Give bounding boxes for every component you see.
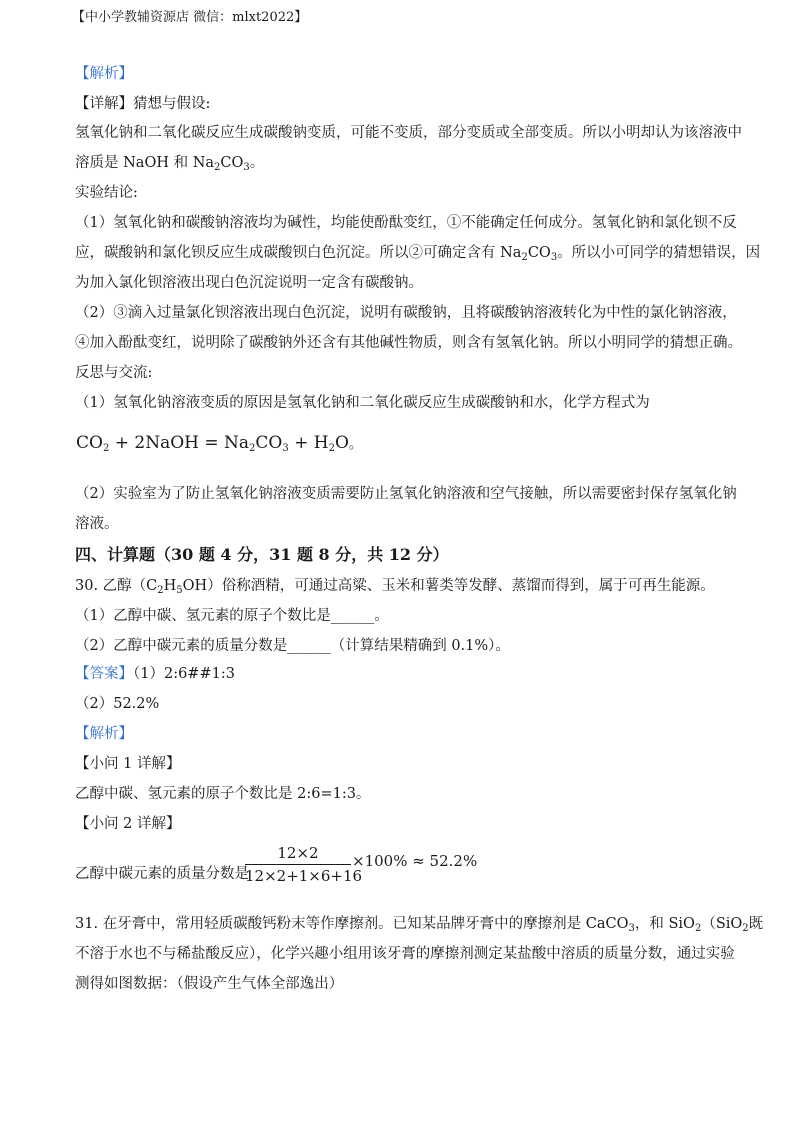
section-heading: 四、计算题（30 题 4 分，31 题 8 分，共 12 分） bbox=[75, 545, 449, 564]
fraction-denominator: 12×2+1×6+16 bbox=[245, 867, 363, 885]
fraction-bar bbox=[245, 864, 351, 865]
conclusion-1-line-3: 为加入氯化钡溶液出现白色沉淀说明一定含有碳酸钠。 bbox=[75, 275, 423, 291]
fraction-numerator: 12×2 bbox=[277, 844, 319, 862]
detail-line bbox=[75, 94, 210, 114]
conclusion-1-line-2: 应，碳酸钠和氯化钡反应生成碳酸钡白色沉淀。所以②可确定含有 $Na_2CO_3$。所以小可同学的猜想错误，因 bbox=[75, 245, 761, 263]
analysis-label: 【解析】 bbox=[75, 66, 133, 82]
conclusion-2-line-1: （2）③滴入过量氯化钡溶液出现白色沉淀，说明有碳酸钠，且将碳酸钠溶液转化为中性的氯化钠溶液， bbox=[75, 305, 737, 321]
q31-line-1: 31. 在牙膏中，常用轻质碳酸钙粉末等作摩擦剂。已知某品牌牙膏中的摩擦剂是 CaCO$_3$，和 SiO$_2$（SiO$_2$既 bbox=[75, 916, 764, 934]
q30-answer-line bbox=[75, 664, 235, 684]
reflection-2-line-2: 溶液。 bbox=[75, 516, 119, 532]
reflection-2-line-1: （2）实验室为了防止氢氧化钠溶液变质需要防止氢氧化钠溶液和空气接触，所以需要密封保存氢氧化钠 bbox=[75, 486, 737, 502]
q30-subquestion-2: （2）乙醇中碳元素的质量分数是______（计算结果精确到 0.1%）。 bbox=[75, 638, 510, 654]
q31-line-2: 不溶于水也不与稀盐酸反应），化学兴趣小组用该牙膏的摩擦剂测定某盐酸中溶质的质量分数，通过实验 bbox=[75, 946, 735, 962]
sub2-label: 【小问 2 详解】 bbox=[75, 816, 181, 832]
q31-line-3: 测得如图数据：（假设产生气体全部逸出） bbox=[75, 976, 344, 992]
q30-stem: 30. 乙醇$(C_2H_5OH)$俗称酒精，可通过高粱、玉米和薯类等发酵、蒸馏而得到，属于可再生能源。 bbox=[75, 578, 715, 596]
q30-subquestion-1: （1）乙醇中碳、氢元素的原子个数比是______。 bbox=[75, 608, 389, 624]
answer-2: （2）52.2% bbox=[75, 696, 160, 712]
fraction-result: ×100% ≈ 52.2% bbox=[352, 852, 478, 870]
mass-fraction bbox=[245, 843, 363, 886]
paragraph-2: 溶质是 NaOH 和 $Na_2CO_3$。 bbox=[75, 155, 265, 173]
detail-title: 猜想与假设: bbox=[133, 96, 211, 112]
q30-analysis-label: 【解析】 bbox=[75, 726, 133, 742]
sub2-prefix: 乙醇中碳元素的质量分数是 bbox=[75, 866, 249, 882]
conclusion-2-line-2: ④加入酚酞变红，说明除了碳酸钠外还含有其他碱性物质，则含有氢氧化钠。所以小明同学的猜想正确。 bbox=[75, 335, 742, 351]
sub1-text: 乙醇中碳、氢元素的原子个数比是 2:6=1:3。 bbox=[75, 786, 371, 802]
reflection-1: （1）氢氧化钠溶液变质的原因是氢氧化钠和二氧化碳反应生成碳酸钠和水，化学方程式为 bbox=[75, 395, 650, 411]
conclusion-1-line-1: （1）氢氧化钠和碳酸钠溶液均为碱性，均能使酚酞变红，①不能确定任何成分。氢氧化钠和氯化钡不反 bbox=[75, 215, 737, 231]
reflection-title: 反思与交流: bbox=[75, 365, 153, 381]
answer-1: （1）2:6##1:3 bbox=[133, 666, 235, 682]
page-header: 【中小学教辅资源店 微信：mlxt2022】 bbox=[72, 10, 308, 25]
chemical-equation: $CO_2$ + 2NaOH = $Na_2CO_3 + H_2O$。 bbox=[76, 433, 362, 454]
detail-label: 【详解】 bbox=[75, 96, 133, 112]
answer-label: 【答案】 bbox=[75, 666, 133, 682]
conclusion-title: 实验结论: bbox=[75, 185, 138, 201]
sub1-label: 【小问 1 详解】 bbox=[75, 756, 181, 772]
paragraph-1: 氢氧化钠和二氧化碳反应生成碳酸钠变质，可能不变质，部分变质或全部变质。所以小明却认为该溶液中 bbox=[75, 125, 742, 141]
